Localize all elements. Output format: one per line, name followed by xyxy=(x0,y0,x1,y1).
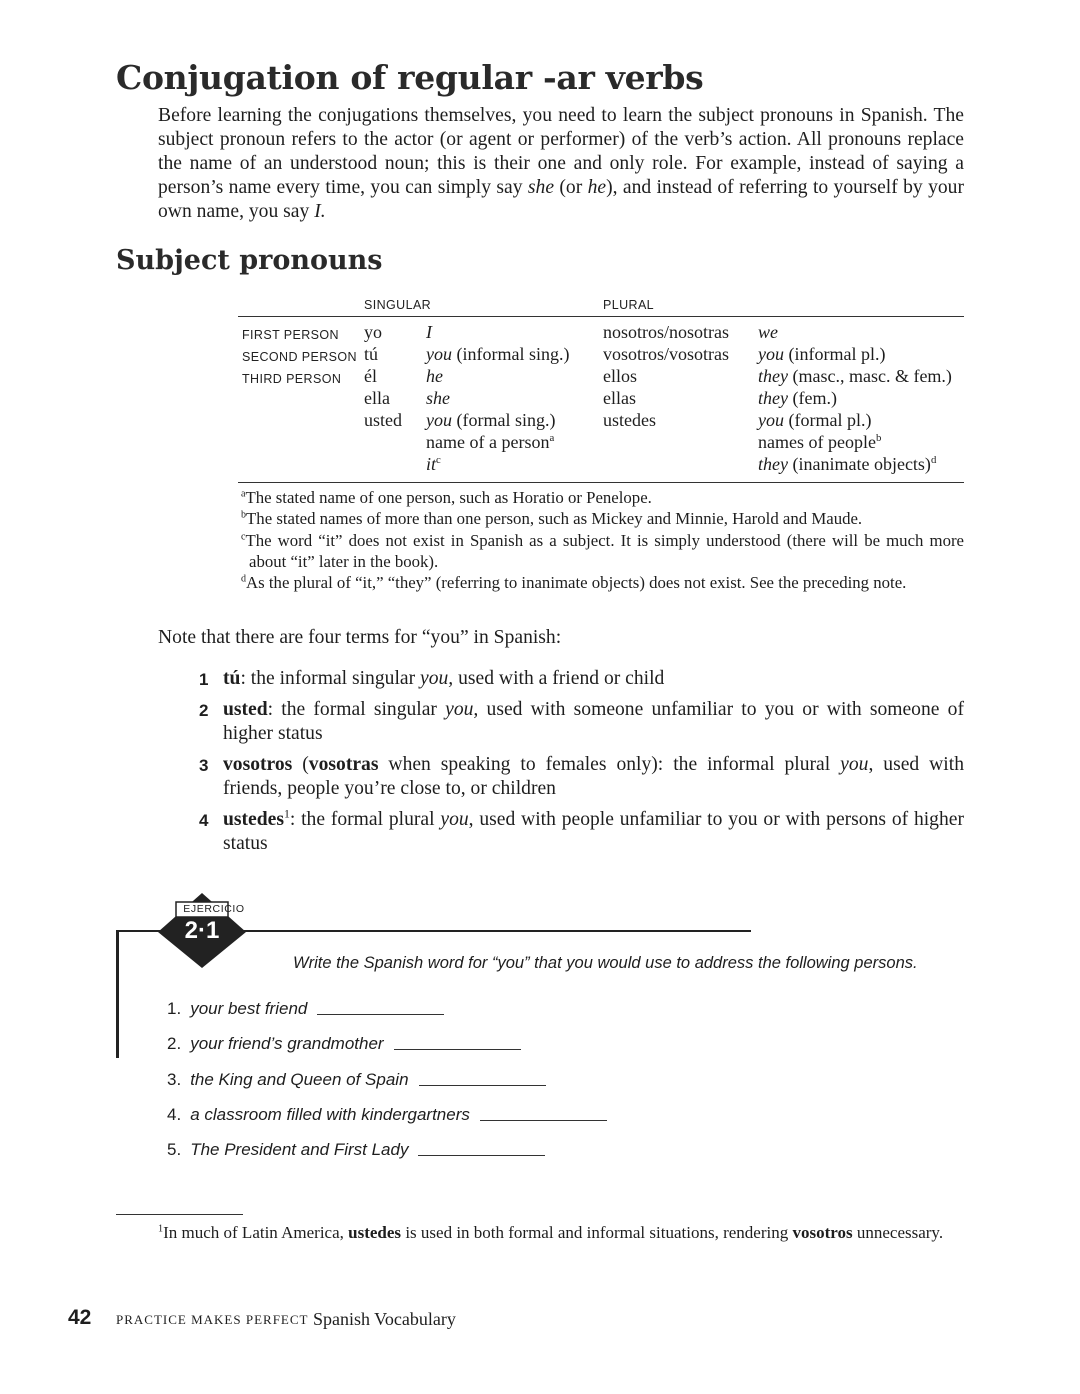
table-cell: names of people$^b$ xyxy=(758,432,882,452)
note-line: Note that there are four terms for “you” in Spanish: xyxy=(158,627,562,648)
list-item: 1 tú: the informal singular you, used with a friend or child xyxy=(199,668,665,689)
table-cell: $it^c$ xyxy=(426,454,441,474)
table-cell: I xyxy=(426,322,432,342)
intro-paragraph: Before learning the conjugations themselves, you need to learn the subject pronouns in Spanish. The subject pronoun refers to the actor (or agent or performer) of the verb’s action. All pronouns replace the name of an understood noun; this is their one and only role. For example, instead of saying a person’s name every time, you can simply say she (or he), and instead of referring to yourself by your own name, you say I. xyxy=(158,105,964,222)
table-cell: usted xyxy=(364,410,402,430)
exercise-item: 5. The President and First Lady xyxy=(167,1140,545,1160)
table-cell: you (informal pl.) xyxy=(758,344,886,364)
answer-blank[interactable] xyxy=(418,1155,545,1156)
footnote: $^1$In much of Latin America, ustedes is used in both formal and informal situations, rendering vosotros unnecessary. xyxy=(158,1223,944,1242)
list-item: 3 vosotros (vosotras when speaking to females only): the informal plural you, used with friends, people you’re close to, or children xyxy=(199,754,964,799)
exercise-item: 2. your friend’s grandmother xyxy=(167,1034,521,1054)
table-cell: they (inanimate objects)$^d$ xyxy=(758,454,937,474)
row-label-second-person: SECOND PERSON xyxy=(242,350,357,364)
section-heading: Subject pronouns xyxy=(116,245,383,276)
running-head-series: PRACTICE MAKES PERFECT xyxy=(116,1312,309,1327)
table-cell: él xyxy=(364,366,377,386)
list-item: 2 usted: the formal singular you, used with someone unfamiliar to you or with someone of higher status xyxy=(199,699,964,744)
table-note: $^c$The word “it” does not exist in Spanish as a subject. It is simply understood (there will be much more about “it” later in the book). xyxy=(241,530,964,571)
table-cell: yo xyxy=(364,322,382,342)
table-note: $^a$The stated name of one person, such as Horatio or Penelope. xyxy=(241,488,652,507)
answer-blank[interactable] xyxy=(317,1014,444,1015)
table-cell: nosotros/nosotras xyxy=(603,322,729,342)
table-cell: we xyxy=(758,322,778,342)
table-cell: name of a person$^a$ xyxy=(426,432,555,452)
exercise-item: 3. the King and Queen of Spain xyxy=(167,1070,546,1090)
table-notes xyxy=(241,487,964,593)
table-cell: she xyxy=(426,388,450,408)
answer-blank[interactable] xyxy=(480,1120,607,1121)
table-note: $^d$As the plural of “it,” “they” (referring to inanimate objects) does not exist. See the preceding note. xyxy=(241,573,907,593)
table-cell: they (fem.) xyxy=(758,388,837,408)
page-number: 42 xyxy=(68,1306,92,1329)
table-cell: vosotros/vosotras xyxy=(603,344,729,364)
table-cell: they (masc., masc. & fem.) xyxy=(758,366,952,386)
table-cell: he xyxy=(426,366,443,386)
exercise-item: 1. your best friend xyxy=(167,999,444,1019)
table-note: $^b$The stated names of more than one person, such as Mickey and Minnie, Harold and Maude. xyxy=(241,509,863,529)
table-cell: ustedes xyxy=(603,410,656,430)
row-label-first-person: FIRST PERSON xyxy=(242,328,339,342)
table-cell: ellos xyxy=(603,366,637,386)
list-item: 4 ustedes$^1$: the formal plural you, used with people unfamiliar to you or with persons of higher status xyxy=(199,807,965,854)
table-cell: you (informal sing.) xyxy=(426,344,570,364)
column-header-plural: PLURAL xyxy=(603,298,655,312)
exercise-instruction: Write the Spanish word for “you” that you would use to address the following persons. xyxy=(293,954,918,972)
answer-blank[interactable] xyxy=(394,1049,521,1050)
exercise-label: EJERCICIO xyxy=(183,903,245,915)
footnote-rule xyxy=(116,1214,243,1215)
table-cell: ella xyxy=(364,388,390,408)
table-cell: you (formal pl.) xyxy=(758,410,872,430)
row-label-third-person: THIRD PERSON xyxy=(242,372,342,386)
exercise-left-bar xyxy=(116,930,119,1058)
page-heading: Conjugation of regular -ar verbs xyxy=(116,58,704,97)
running-head-title: Spanish Vocabulary xyxy=(313,1309,456,1329)
table-cell: tú xyxy=(364,344,379,364)
column-header-singular: SINGULAR xyxy=(364,298,432,312)
exercise-item: 4. a classroom filled with kindergartners xyxy=(167,1105,607,1125)
table-cell: you (formal sing.) xyxy=(426,410,556,430)
table-bottom-rule xyxy=(238,482,964,483)
exercise-rule-right xyxy=(230,930,751,932)
answer-blank[interactable] xyxy=(419,1085,546,1086)
table-cell: ellas xyxy=(603,388,636,408)
table-top-rule xyxy=(238,316,964,317)
exercise-number: 2·1 xyxy=(184,917,220,944)
